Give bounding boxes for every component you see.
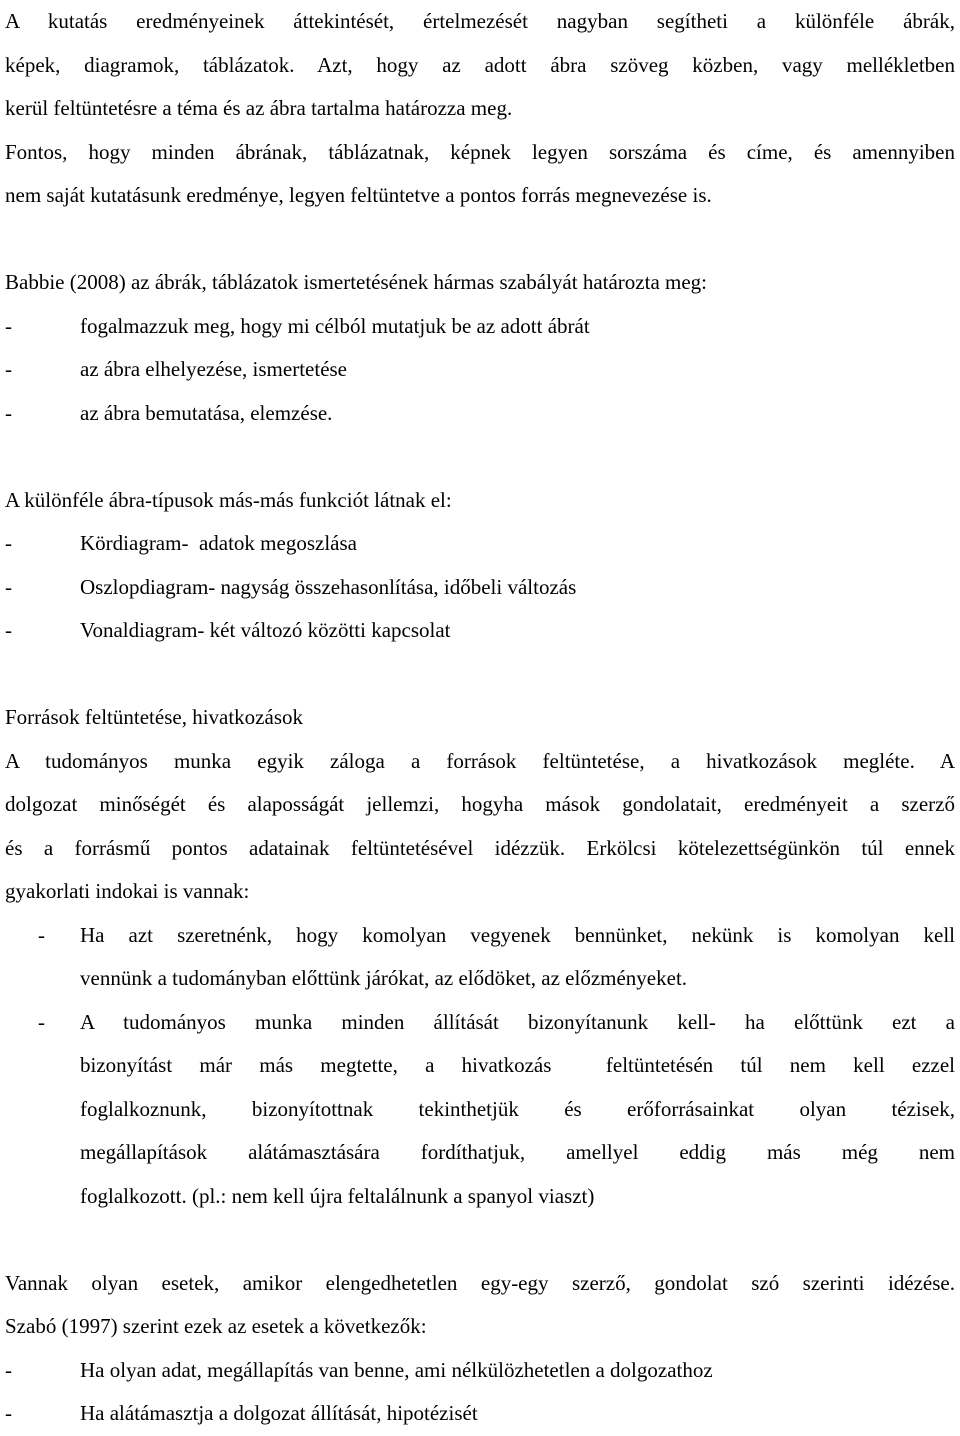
- list-item-text: A tudományos munka minden állítását bizonyítanunk kell- ha előttünk ezt a: [80, 1009, 955, 1034]
- babbie-lead: Babbie (2008) az ábrák, táblázatok ismertetésének hármas szabályát határozta meg:: [5, 270, 708, 294]
- list-dash: -: [5, 618, 12, 642]
- list-item-text: Ha olyan adat, megállapítás van benne, ami nélkülözhetetlen a dolgozathoz: [80, 1357, 713, 1382]
- list-dash: -: [38, 922, 45, 947]
- list-item-text: Oszlopdiagram- nagyság összehasonlítása, időbeli változás: [80, 574, 577, 599]
- list-item: [5, 914, 955, 1001]
- babbie-section: [5, 261, 955, 435]
- list-dash: -: [5, 400, 12, 425]
- types-lead: A különféle ábra-típusok más-más funkciót látnak el:: [5, 487, 452, 512]
- list-item-text: vennünk a tudományban előttünk járókat, az elődöket, az előzményeket.: [80, 966, 688, 990]
- intro-line: kerül feltüntetésre a téma és az ábra tartalma határozza meg.: [5, 96, 513, 120]
- quotes-section: [5, 1262, 955, 1436]
- list-item-text: foglalkoznunk, bizonyítottnak tekinthetjük és erőforrásainkat olyan tézisek,: [80, 1096, 955, 1121]
- list-item: [5, 1349, 955, 1393]
- list-item: [5, 348, 955, 392]
- intro-line: képek, diagramok, táblázatok. Azt, hogy az adott ábra szöveg közben, vagy mellékletben: [5, 52, 955, 77]
- spacer: [5, 653, 955, 697]
- list-dash: -: [5, 313, 12, 338]
- intro-line: Fontos, hogy minden ábrának, táblázatnak, képnek legyen sorszáma és címe, és amennyiben: [5, 139, 955, 164]
- intro-line: A kutatás eredményeinek áttekintését, értelmezését nagyban segítheti a különféle ábrák,: [5, 9, 955, 33]
- intro-line: nem saját kutatásunk eredménye, legyen feltüntetve a pontos forrás megnevezése is.: [5, 183, 712, 207]
- list-item-text: Ha alátámasztja a dolgozat állítását, hipotézisét: [80, 1401, 478, 1425]
- chart-types-section: [5, 479, 955, 653]
- list-dash: -: [5, 531, 12, 555]
- intro-paragraph: [5, 0, 955, 218]
- list-item-text: Ha azt szeretnénk, hogy komolyan vegyenek bennünket, nekünk is komolyan kell: [80, 922, 955, 947]
- list-item-text: foglalkozott. (pl.: nem kell újra feltalálnunk a spanyol viaszt): [80, 1183, 595, 1208]
- list-dash: -: [5, 574, 12, 599]
- spacer: [5, 218, 955, 262]
- list-item: [5, 1392, 955, 1436]
- quotes-line: Vannak olyan esetek, amikor elengedhetetlen egy-egy szerző, gondolat szó szerinti idézése.: [5, 1270, 955, 1295]
- list-item-text: bizonyítást már más megtette, a hivatkozás feltüntetésén túl nem kell ezzel: [80, 1053, 955, 1077]
- list-item: [5, 609, 955, 653]
- list-item-text: az ábra bemutatása, elemzése.: [80, 400, 333, 425]
- list-dash: -: [5, 1401, 12, 1425]
- list-item: [5, 1001, 955, 1219]
- list-item: [5, 566, 955, 610]
- list-item: [5, 522, 955, 566]
- list-item-text: az ábra elhelyezése, ismertetése: [80, 357, 348, 381]
- quotes-line: Szabó (1997) szerint ezek az esetek a következők:: [5, 1314, 427, 1338]
- spacer: [5, 435, 955, 479]
- list-dash: -: [5, 357, 12, 381]
- sources-line: A tudományos munka egyik záloga a források feltüntetése, a hivatkozások megléte. A: [5, 748, 955, 773]
- list-item-text: Vonaldiagram- két változó közötti kapcsolat: [80, 618, 451, 642]
- sources-line: gyakorlati indokai is vannak:: [5, 879, 250, 903]
- list-item-text: Kördiagram- adatok megoszlása: [80, 531, 357, 555]
- spacer: [5, 1218, 955, 1262]
- sources-line: dolgozat minőségét és alaposságát jellemzi, hogyha mások gondolatait, eredményeit a szerző: [5, 792, 955, 816]
- sources-line: és a forrásmű pontos adatainak feltüntetésével idézzük. Erkölcsi kötelezettségünkön túl ennek: [5, 835, 955, 860]
- list-item: [5, 392, 955, 436]
- list-dash: -: [5, 1357, 12, 1382]
- sources-section: [5, 696, 955, 1218]
- list-item-text: fogalmazzuk meg, hogy mi célból mutatjuk be az adott ábrát: [80, 313, 590, 338]
- list-item-text: megállapítások alátámasztására fordíthatjuk, amellyel eddig más még nem: [80, 1140, 955, 1164]
- section-heading: Források feltüntetése, hivatkozások: [5, 705, 303, 729]
- list-item: [5, 305, 955, 349]
- document-page: [5, 0, 955, 1436]
- list-dash: -: [38, 1009, 45, 1034]
